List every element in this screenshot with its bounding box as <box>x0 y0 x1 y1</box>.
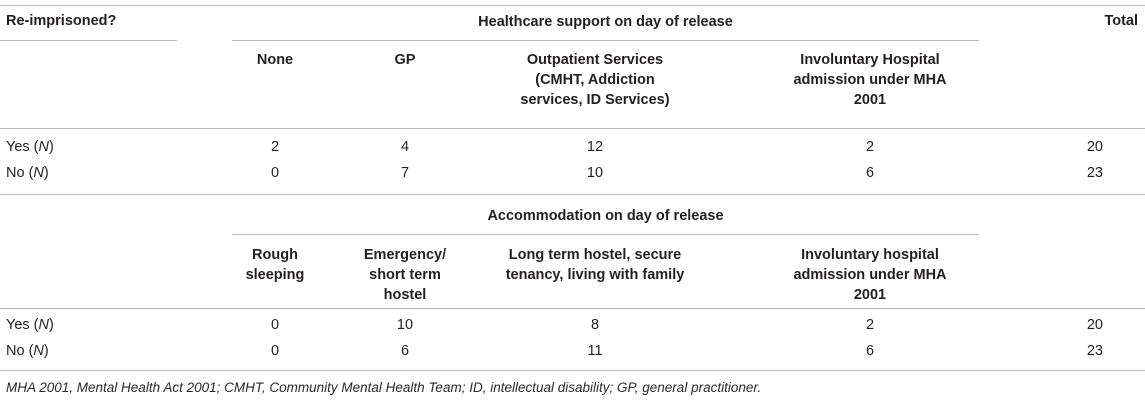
table-row-label: No (N) <box>6 343 49 359</box>
table-row-label: Yes (N) <box>6 317 54 333</box>
section1-col-none: None <box>256 52 294 68</box>
section2-col-involuntary: Involuntary hospital admission under MHA 2001 <box>793 247 947 303</box>
section-divider-rule <box>0 194 1145 195</box>
total-header: Total <box>1104 13 1138 29</box>
table-cell-total: 23 <box>1086 343 1103 359</box>
section1-col-involuntary: Involuntary Hospital admission under MHA 2001 <box>793 52 947 108</box>
table-cell: 2 <box>270 139 280 155</box>
row-header-underline <box>0 40 177 41</box>
table-cell: 0 <box>270 317 280 333</box>
section2-title-underline <box>232 234 979 235</box>
section1-col-outpatient: Outpatient Services (CMHT, Addiction services, ID Services) <box>520 52 670 108</box>
section2-header-rule <box>0 308 1145 309</box>
table-cell: 0 <box>270 165 280 181</box>
table-row-label: No (N) <box>6 165 49 181</box>
table-cell: 7 <box>400 165 410 181</box>
section1-title: Healthcare support on day of release <box>478 14 733 30</box>
table-cell: 10 <box>396 317 414 333</box>
table-footnote: MHA 2001, Mental Health Act 2001; CMHT, Community Mental Health Team; ID, intellectual disability; GP, general practitioner. <box>6 380 762 395</box>
section2-col-long-term: Long term hostel, secure tenancy, living with family <box>505 247 685 283</box>
section2-col-rough-sleeping: Rough sleeping <box>245 247 305 283</box>
table-cell-total: 23 <box>1086 165 1103 181</box>
table-cell: 11 <box>587 343 603 359</box>
table-cell: 4 <box>400 139 410 155</box>
table-cell: 6 <box>865 343 875 359</box>
table-cell-total: 20 <box>1086 139 1103 155</box>
section2-col-emergency: Emergency/ short term hostel <box>363 247 447 303</box>
section1-header-rule <box>0 128 1145 129</box>
table-cell-total: 20 <box>1086 317 1103 333</box>
table-cell: 12 <box>586 139 604 155</box>
table-cell: 10 <box>586 165 604 181</box>
section2-title: Accommodation on day of release <box>487 208 724 224</box>
top-rule <box>0 5 1145 6</box>
table-cell: 0 <box>270 343 280 359</box>
table-cell: 6 <box>400 343 410 359</box>
table-cell: 8 <box>590 317 600 333</box>
section1-col-gp: GP <box>394 52 416 68</box>
table-cell: 2 <box>865 139 875 155</box>
table-cell: 6 <box>865 165 875 181</box>
row-header: Re-imprisoned? <box>6 13 117 29</box>
section1-title-underline <box>232 40 979 41</box>
bottom-rule <box>0 370 1145 371</box>
table-row-label: Yes (N) <box>6 139 54 155</box>
table-cell: 2 <box>865 317 875 333</box>
